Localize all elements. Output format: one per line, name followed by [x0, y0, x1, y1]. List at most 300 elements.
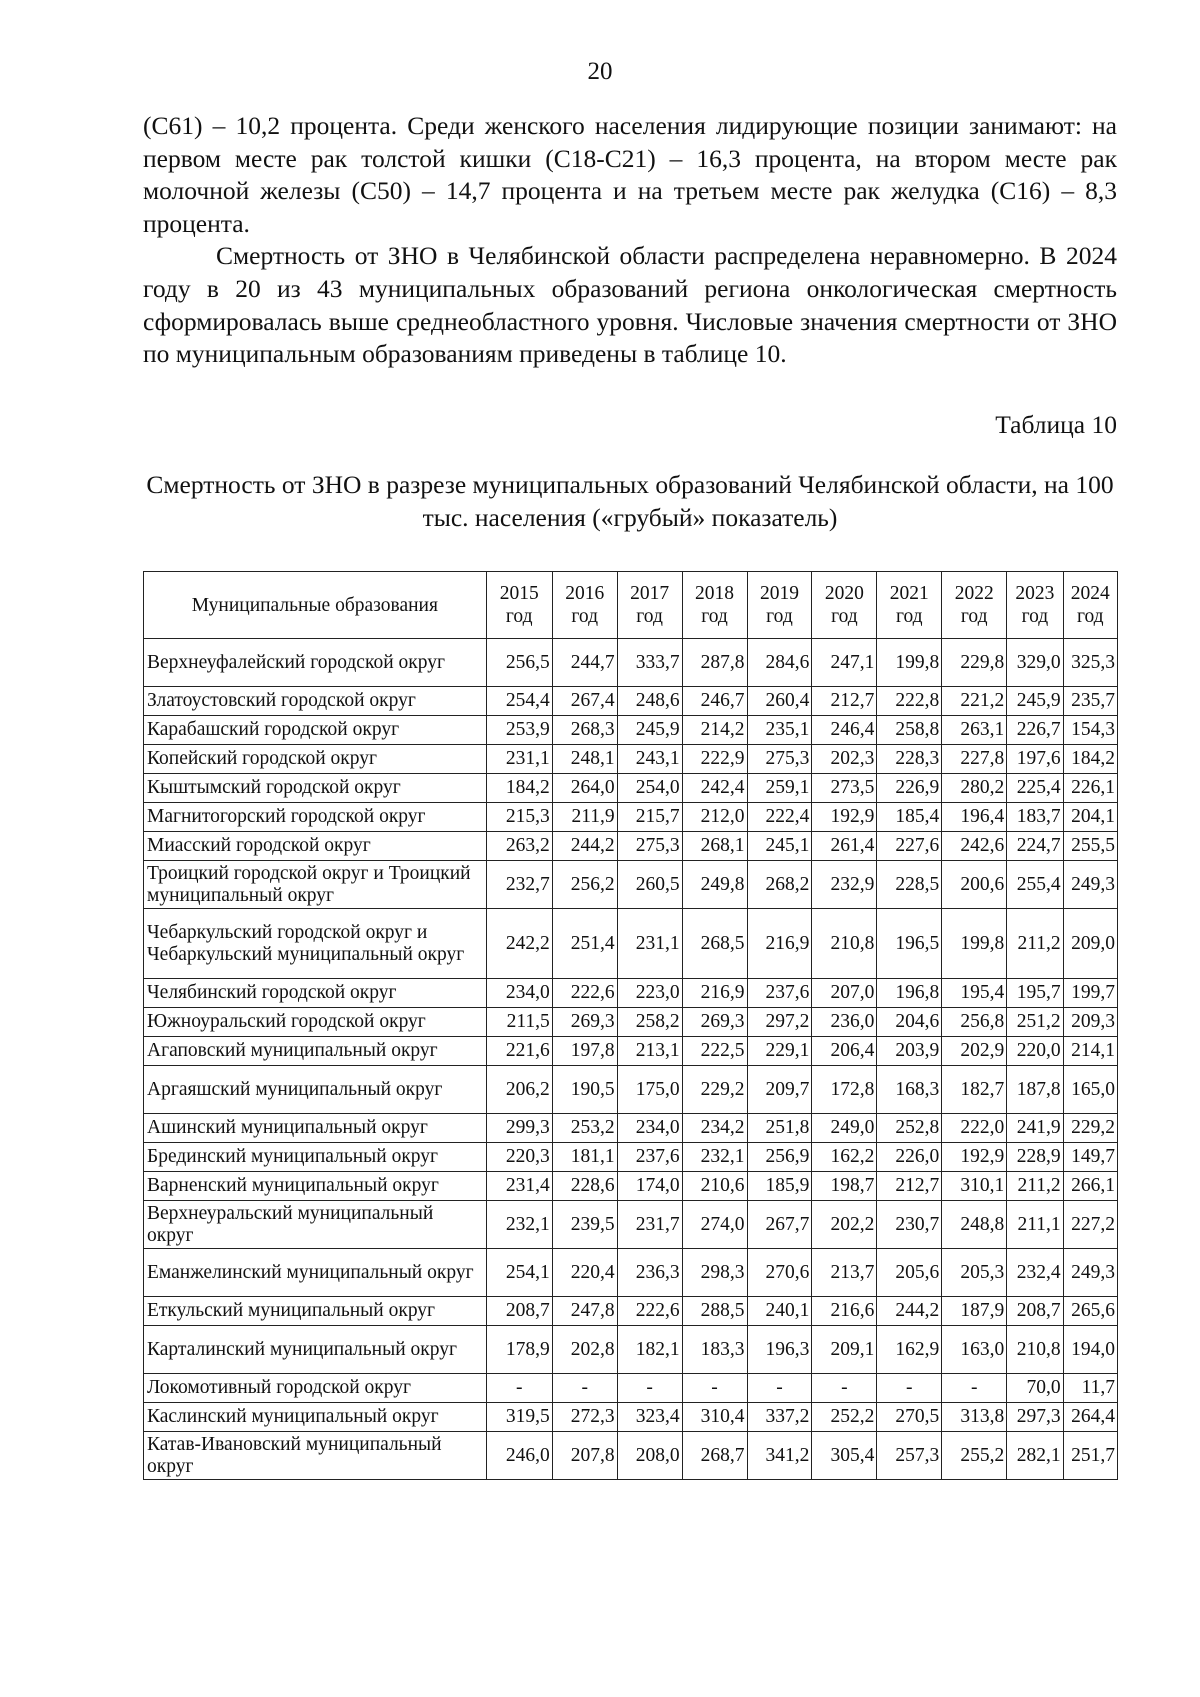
- mortality-value: 242,4: [682, 774, 747, 803]
- municipality-name: Верхнеуфалейский городской округ: [144, 639, 487, 687]
- page-number: 20: [587, 58, 613, 85]
- mortality-value: 195,4: [942, 979, 1007, 1008]
- mortality-value: 226,7: [1007, 716, 1063, 745]
- mortality-value: 227,2: [1063, 1201, 1117, 1249]
- mortality-value: 256,9: [747, 1143, 812, 1172]
- mortality-value: 226,9: [877, 774, 942, 803]
- mortality-value: 174,0: [617, 1172, 682, 1201]
- mortality-value: 266,1: [1063, 1172, 1117, 1201]
- mortality-value: 255,5: [1063, 832, 1117, 861]
- mortality-value: 183,3: [682, 1326, 747, 1374]
- mortality-value: 261,4: [812, 832, 877, 861]
- mortality-value: 288,5: [682, 1297, 747, 1326]
- mortality-value: 175,0: [617, 1066, 682, 1114]
- mortality-value: 209,1: [812, 1326, 877, 1374]
- mortality-value: 204,1: [1063, 803, 1117, 832]
- mortality-value: 181,1: [552, 1143, 617, 1172]
- header-year: [1007, 572, 1063, 639]
- header-year-number: 2018: [695, 583, 735, 604]
- mortality-value: 256,5: [486, 639, 552, 687]
- header-year-suffix: год: [636, 606, 663, 627]
- municipality-name: Верхнеуральский муниципальный округ: [144, 1201, 487, 1249]
- header-year: [1063, 572, 1117, 639]
- mortality-value: 172,8: [812, 1066, 877, 1114]
- header-year: [747, 572, 812, 639]
- mortality-value: 341,2: [747, 1432, 812, 1480]
- table-row: [144, 1008, 1118, 1037]
- mortality-value: 203,9: [877, 1037, 942, 1066]
- table-row: [144, 979, 1118, 1008]
- mortality-value: 212,7: [812, 687, 877, 716]
- mortality-value: 215,7: [617, 803, 682, 832]
- mortality-value: 229,2: [1063, 1114, 1117, 1143]
- header-year: [617, 572, 682, 639]
- mortality-value: 268,2: [747, 861, 812, 909]
- municipality-name: Еманжелинский муниципальный округ: [144, 1249, 487, 1297]
- mortality-value: 231,4: [486, 1172, 552, 1201]
- mortality-value: 249,3: [1063, 1249, 1117, 1297]
- municipality-name: Южноуральский городской округ: [144, 1008, 487, 1037]
- mortality-value: 337,2: [747, 1403, 812, 1432]
- mortality-value: 245,9: [1007, 687, 1063, 716]
- mortality-value: 208,7: [1007, 1297, 1063, 1326]
- mortality-value: 225,4: [1007, 774, 1063, 803]
- mortality-value: 228,6: [552, 1172, 617, 1201]
- mortality-value: 274,0: [682, 1201, 747, 1249]
- table-row: [144, 1297, 1118, 1326]
- mortality-value: 284,6: [747, 639, 812, 687]
- mortality-value: 211,9: [552, 803, 617, 832]
- mortality-value: 264,4: [1063, 1403, 1117, 1432]
- mortality-value: 228,3: [877, 745, 942, 774]
- mortality-value: 222,6: [552, 979, 617, 1008]
- mortality-value: 222,4: [747, 803, 812, 832]
- mortality-value: 202,8: [552, 1326, 617, 1374]
- mortality-value: 251,7: [1063, 1432, 1117, 1480]
- mortality-value: 211,2: [1007, 909, 1063, 979]
- mortality-value: 211,2: [1007, 1172, 1063, 1201]
- header-year: [942, 572, 1007, 639]
- header-year: [552, 572, 617, 639]
- mortality-value: 229,1: [747, 1037, 812, 1066]
- mortality-value: 251,8: [747, 1114, 812, 1143]
- table-row: [144, 1066, 1118, 1114]
- mortality-value: 264,0: [552, 774, 617, 803]
- mortality-value: 297,3: [1007, 1403, 1063, 1432]
- table-row: [144, 1037, 1118, 1066]
- mortality-value: 249,3: [1063, 861, 1117, 909]
- municipality-name: Чебаркульский городской округ и Чебаркульский муниципальный округ: [144, 909, 487, 979]
- mortality-value: 255,2: [942, 1432, 1007, 1480]
- mortality-value: 275,3: [747, 745, 812, 774]
- mortality-value: 226,0: [877, 1143, 942, 1172]
- mortality-value: 206,2: [486, 1066, 552, 1114]
- mortality-value: -: [682, 1374, 747, 1403]
- mortality-value: 256,8: [942, 1008, 1007, 1037]
- mortality-value: 187,8: [1007, 1066, 1063, 1114]
- mortality-value: 299,3: [486, 1114, 552, 1143]
- mortality-value: 325,3: [1063, 639, 1117, 687]
- mortality-value: 267,4: [552, 687, 617, 716]
- mortality-value: 260,4: [747, 687, 812, 716]
- mortality-value: 231,7: [617, 1201, 682, 1249]
- table-row: [144, 803, 1118, 832]
- mortality-value: 162,9: [877, 1326, 942, 1374]
- mortality-value: 255,4: [1007, 861, 1063, 909]
- municipality-name: Варненский муниципальный округ: [144, 1172, 487, 1201]
- table-row: [144, 1403, 1118, 1432]
- mortality-value: -: [747, 1374, 812, 1403]
- mortality-value: 232,7: [486, 861, 552, 909]
- mortality-value: 287,8: [682, 639, 747, 687]
- mortality-value: 246,0: [486, 1432, 552, 1480]
- mortality-value: 222,9: [682, 745, 747, 774]
- mortality-value: 208,7: [486, 1297, 552, 1326]
- mortality-value: 221,6: [486, 1037, 552, 1066]
- mortality-value: 305,4: [812, 1432, 877, 1480]
- header-year-suffix: год: [766, 606, 793, 627]
- mortality-value: 220,4: [552, 1249, 617, 1297]
- header-year: [877, 572, 942, 639]
- mortality-value: 245,1: [747, 832, 812, 861]
- mortality-value: 185,9: [747, 1172, 812, 1201]
- mortality-value: 319,5: [486, 1403, 552, 1432]
- table-row: [144, 745, 1118, 774]
- mortality-value: 182,1: [617, 1326, 682, 1374]
- mortality-value: 154,3: [1063, 716, 1117, 745]
- mortality-value: 207,8: [552, 1432, 617, 1480]
- table-row: [144, 1374, 1118, 1403]
- mortality-value: 214,1: [1063, 1037, 1117, 1066]
- mortality-value: 205,3: [942, 1249, 1007, 1297]
- mortality-value: 202,3: [812, 745, 877, 774]
- mortality-value: 239,5: [552, 1201, 617, 1249]
- municipality-name: Катав-Ивановский муниципальный округ: [144, 1432, 487, 1480]
- mortality-value: 232,4: [1007, 1249, 1063, 1297]
- header-year-suffix: год: [571, 606, 598, 627]
- header-year-suffix: год: [960, 606, 988, 627]
- mortality-value: 212,0: [682, 803, 747, 832]
- mortality-value: 200,6: [942, 861, 1007, 909]
- mortality-value: 253,2: [552, 1114, 617, 1143]
- mortality-value: 204,6: [877, 1008, 942, 1037]
- mortality-value: 242,6: [942, 832, 1007, 861]
- mortality-value: 190,5: [552, 1066, 617, 1114]
- header-year-suffix: год: [1076, 606, 1104, 627]
- mortality-value: 270,6: [747, 1249, 812, 1297]
- mortality-value: 268,7: [682, 1432, 747, 1480]
- mortality-value: 251,2: [1007, 1008, 1063, 1037]
- mortality-value: 196,4: [942, 803, 1007, 832]
- mortality-value: 269,3: [682, 1008, 747, 1037]
- header-year-number: 2017: [630, 583, 670, 604]
- header-year-number: 2016: [565, 583, 605, 604]
- mortality-value: 248,8: [942, 1201, 1007, 1249]
- table-row: [144, 716, 1118, 745]
- table-row: [144, 832, 1118, 861]
- mortality-value: 224,7: [1007, 832, 1063, 861]
- mortality-value: 329,0: [1007, 639, 1063, 687]
- municipality-name: Магнитогорский городской округ: [144, 803, 487, 832]
- mortality-value: 211,5: [486, 1008, 552, 1037]
- mortality-value: 268,5: [682, 909, 747, 979]
- mortality-value: 195,7: [1007, 979, 1063, 1008]
- mortality-value: 210,6: [682, 1172, 747, 1201]
- mortality-value: 212,7: [877, 1172, 942, 1201]
- mortality-value: 208,0: [617, 1432, 682, 1480]
- mortality-value: 268,3: [552, 716, 617, 745]
- municipality-name: Еткульский муниципальный округ: [144, 1297, 487, 1326]
- mortality-value: 198,7: [812, 1172, 877, 1201]
- mortality-value: -: [617, 1374, 682, 1403]
- header-year: [682, 572, 747, 639]
- mortality-value: 192,9: [812, 803, 877, 832]
- table-body: [144, 639, 1118, 1480]
- mortality-value: 216,9: [747, 909, 812, 979]
- mortality-value: 202,2: [812, 1201, 877, 1249]
- mortality-value: 252,2: [812, 1403, 877, 1432]
- mortality-value: 244,2: [877, 1297, 942, 1326]
- table-row: [144, 639, 1118, 687]
- mortality-value: 333,7: [617, 639, 682, 687]
- mortality-value: 182,7: [942, 1066, 1007, 1114]
- mortality-value: 227,6: [877, 832, 942, 861]
- header-year-number: 2023: [1015, 583, 1055, 604]
- table-row: [144, 1172, 1118, 1201]
- mortality-value: 263,1: [942, 716, 1007, 745]
- table-row: [144, 774, 1118, 803]
- mortality-value: 246,4: [812, 716, 877, 745]
- municipality-name: Брединский муниципальный округ: [144, 1143, 487, 1172]
- mortality-value: 183,7: [1007, 803, 1063, 832]
- mortality-value: 260,5: [617, 861, 682, 909]
- municipality-name: Локомотивный городской округ: [144, 1374, 487, 1403]
- mortality-value: 242,2: [486, 909, 552, 979]
- table-row: [144, 1143, 1118, 1172]
- mortality-value: 310,1: [942, 1172, 1007, 1201]
- mortality-value: 222,6: [617, 1297, 682, 1326]
- paragraph: Смертность от ЗНО в Челябинской области распределена неравномерно. В 2024 году в 20 из 43 муниципальных образований региона онкологическая смертность сформировалась выше среднеобластного уровня. Числовые значения смертности от ЗНО по муниципальным образованиям приведены в таблице 10.: [143, 241, 1117, 369]
- table-row: [144, 687, 1118, 716]
- header-year: [812, 572, 877, 639]
- mortality-value: 234,0: [617, 1114, 682, 1143]
- mortality-value: 199,7: [1063, 979, 1117, 1008]
- mortality-value: 185,4: [877, 803, 942, 832]
- table-row: [144, 1326, 1118, 1374]
- mortality-value: 222,0: [942, 1114, 1007, 1143]
- mortality-value: 221,2: [942, 687, 1007, 716]
- mortality-value: 263,2: [486, 832, 552, 861]
- mortality-value: 256,2: [552, 861, 617, 909]
- mortality-value: 209,3: [1063, 1008, 1117, 1037]
- mortality-value: 187,9: [942, 1297, 1007, 1326]
- mortality-value: 297,2: [747, 1008, 812, 1037]
- municipality-name: Златоустовский городской округ: [144, 687, 487, 716]
- mortality-value: 227,8: [942, 745, 1007, 774]
- header-year-suffix: год: [831, 606, 858, 627]
- mortality-value: 215,3: [486, 803, 552, 832]
- table-header-row: [144, 572, 1118, 639]
- mortality-value: 229,8: [942, 639, 1007, 687]
- header-year-number: 2015: [499, 583, 539, 604]
- mortality-value: 265,6: [1063, 1297, 1117, 1326]
- mortality-value: 70,0: [1007, 1374, 1063, 1403]
- mortality-value: 247,8: [552, 1297, 617, 1326]
- mortality-value: 196,3: [747, 1326, 812, 1374]
- header-year-suffix: год: [701, 606, 728, 627]
- mortality-value: 272,3: [552, 1403, 617, 1432]
- municipality-name: Каслинский муниципальный округ: [144, 1403, 487, 1432]
- mortality-value: 244,7: [552, 639, 617, 687]
- municipality-name: Карталинский муниципальный округ: [144, 1326, 487, 1374]
- mortality-value: 228,5: [877, 861, 942, 909]
- municipality-name: Челябинский городской округ: [144, 979, 487, 1008]
- mortality-value: 273,5: [812, 774, 877, 803]
- mortality-value: 220,0: [1007, 1037, 1063, 1066]
- mortality-value: 223,0: [617, 979, 682, 1008]
- mortality-value: 197,8: [552, 1037, 617, 1066]
- municipality-name: Агаповский муниципальный округ: [144, 1037, 487, 1066]
- table-row: [144, 1201, 1118, 1249]
- mortality-value: 234,0: [486, 979, 552, 1008]
- mortality-value: 229,2: [682, 1066, 747, 1114]
- mortality-value: 267,7: [747, 1201, 812, 1249]
- mortality-value: 194,0: [1063, 1326, 1117, 1374]
- mortality-value: 258,8: [877, 716, 942, 745]
- mortality-value: 196,5: [877, 909, 942, 979]
- mortality-value: 178,9: [486, 1326, 552, 1374]
- mortality-value: 282,1: [1007, 1432, 1063, 1480]
- mortality-value: 192,9: [942, 1143, 1007, 1172]
- mortality-value: 248,1: [552, 745, 617, 774]
- table-row: [144, 1249, 1118, 1297]
- mortality-value: 298,3: [682, 1249, 747, 1297]
- mortality-value: 209,0: [1063, 909, 1117, 979]
- mortality-value: 259,1: [747, 774, 812, 803]
- mortality-value: 230,7: [877, 1201, 942, 1249]
- mortality-value: 214,2: [682, 716, 747, 745]
- mortality-value: 222,5: [682, 1037, 747, 1066]
- header-year-number: 2021: [889, 583, 929, 604]
- mortality-value: 323,4: [617, 1403, 682, 1432]
- municipality-name: Карабашский городской округ: [144, 716, 487, 745]
- mortality-value: 213,7: [812, 1249, 877, 1297]
- mortality-value: 245,9: [617, 716, 682, 745]
- mortality-value: 149,7: [1063, 1143, 1117, 1172]
- mortality-value: 236,3: [617, 1249, 682, 1297]
- mortality-value: 251,4: [552, 909, 617, 979]
- table-row: [144, 1114, 1118, 1143]
- mortality-value: 237,6: [747, 979, 812, 1008]
- header-year-number: 2022: [954, 583, 994, 604]
- mortality-value: 216,6: [812, 1297, 877, 1326]
- header-year: [486, 572, 552, 639]
- mortality-value: 240,1: [747, 1297, 812, 1326]
- header-year-suffix: год: [505, 606, 533, 627]
- mortality-value: 258,2: [617, 1008, 682, 1037]
- mortality-value: 162,2: [812, 1143, 877, 1172]
- header-year-number: 2019: [759, 583, 799, 604]
- header-municipality: Муниципальные образования: [144, 572, 487, 639]
- mortality-value: 205,6: [877, 1249, 942, 1297]
- mortality-value: 270,5: [877, 1403, 942, 1432]
- mortality-value: 222,8: [877, 687, 942, 716]
- municipality-name: Ашинский муниципальный округ: [144, 1114, 487, 1143]
- mortality-value: 280,2: [942, 774, 1007, 803]
- mortality-value: 244,2: [552, 832, 617, 861]
- mortality-value: -: [486, 1374, 552, 1403]
- table-row: [144, 1432, 1118, 1480]
- mortality-value: 199,8: [877, 639, 942, 687]
- mortality-value: 252,8: [877, 1114, 942, 1143]
- table-row: [144, 861, 1118, 909]
- mortality-value: 246,7: [682, 687, 747, 716]
- mortality-value: 241,9: [1007, 1114, 1063, 1143]
- mortality-value: 184,2: [1063, 745, 1117, 774]
- mortality-value: 220,3: [486, 1143, 552, 1172]
- mortality-value: 310,4: [682, 1403, 747, 1432]
- mortality-value: 228,9: [1007, 1143, 1063, 1172]
- mortality-value: 165,0: [1063, 1066, 1117, 1114]
- mortality-value: 196,8: [877, 979, 942, 1008]
- mortality-value: 168,3: [877, 1066, 942, 1114]
- body-text: [143, 110, 1117, 371]
- mortality-value: 254,0: [617, 774, 682, 803]
- mortality-value: 249,8: [682, 861, 747, 909]
- mortality-value: 207,0: [812, 979, 877, 1008]
- mortality-value: 197,6: [1007, 745, 1063, 774]
- mortality-value: 232,1: [682, 1143, 747, 1172]
- table-row: [144, 909, 1118, 979]
- mortality-value: 234,2: [682, 1114, 747, 1143]
- table-label: Таблица 10: [995, 410, 1117, 439]
- header-year-number: 2020: [824, 583, 864, 604]
- mortality-value: -: [812, 1374, 877, 1403]
- mortality-value: 313,8: [942, 1403, 1007, 1432]
- mortality-value: 253,9: [486, 716, 552, 745]
- municipality-name: Миасский городской округ: [144, 832, 487, 861]
- mortality-value: 209,7: [747, 1066, 812, 1114]
- mortality-value: 269,3: [552, 1008, 617, 1037]
- mortality-value: 231,1: [486, 745, 552, 774]
- mortality-value: 243,1: [617, 745, 682, 774]
- header-year-suffix: год: [895, 606, 923, 627]
- mortality-value: 254,4: [486, 687, 552, 716]
- mortality-value: 211,1: [1007, 1201, 1063, 1249]
- mortality-value: 213,1: [617, 1037, 682, 1066]
- mortality-value: 184,2: [486, 774, 552, 803]
- mortality-value: 235,7: [1063, 687, 1117, 716]
- table-title: Смертность от ЗНО в разрезе муниципальных образований Челябинской области, на 100 тыс. населения («грубый» показатель): [146, 470, 1114, 532]
- mortality-value: 210,8: [812, 909, 877, 979]
- mortality-value: 231,1: [617, 909, 682, 979]
- mortality-value: 11,7: [1063, 1374, 1117, 1403]
- mortality-value: -: [552, 1374, 617, 1403]
- mortality-value: 210,8: [1007, 1326, 1063, 1374]
- mortality-value: 236,0: [812, 1008, 877, 1037]
- mortality-value: 232,9: [812, 861, 877, 909]
- mortality-value: 249,0: [812, 1114, 877, 1143]
- municipality-name: Аргаяшский муниципальный округ: [144, 1066, 487, 1114]
- mortality-value: 216,9: [682, 979, 747, 1008]
- mortality-value: -: [877, 1374, 942, 1403]
- mortality-value: 202,9: [942, 1037, 1007, 1066]
- mortality-value: 254,1: [486, 1249, 552, 1297]
- mortality-value: 257,3: [877, 1432, 942, 1480]
- mortality-value: 268,1: [682, 832, 747, 861]
- mortality-value: 199,8: [942, 909, 1007, 979]
- mortality-value: 206,4: [812, 1037, 877, 1066]
